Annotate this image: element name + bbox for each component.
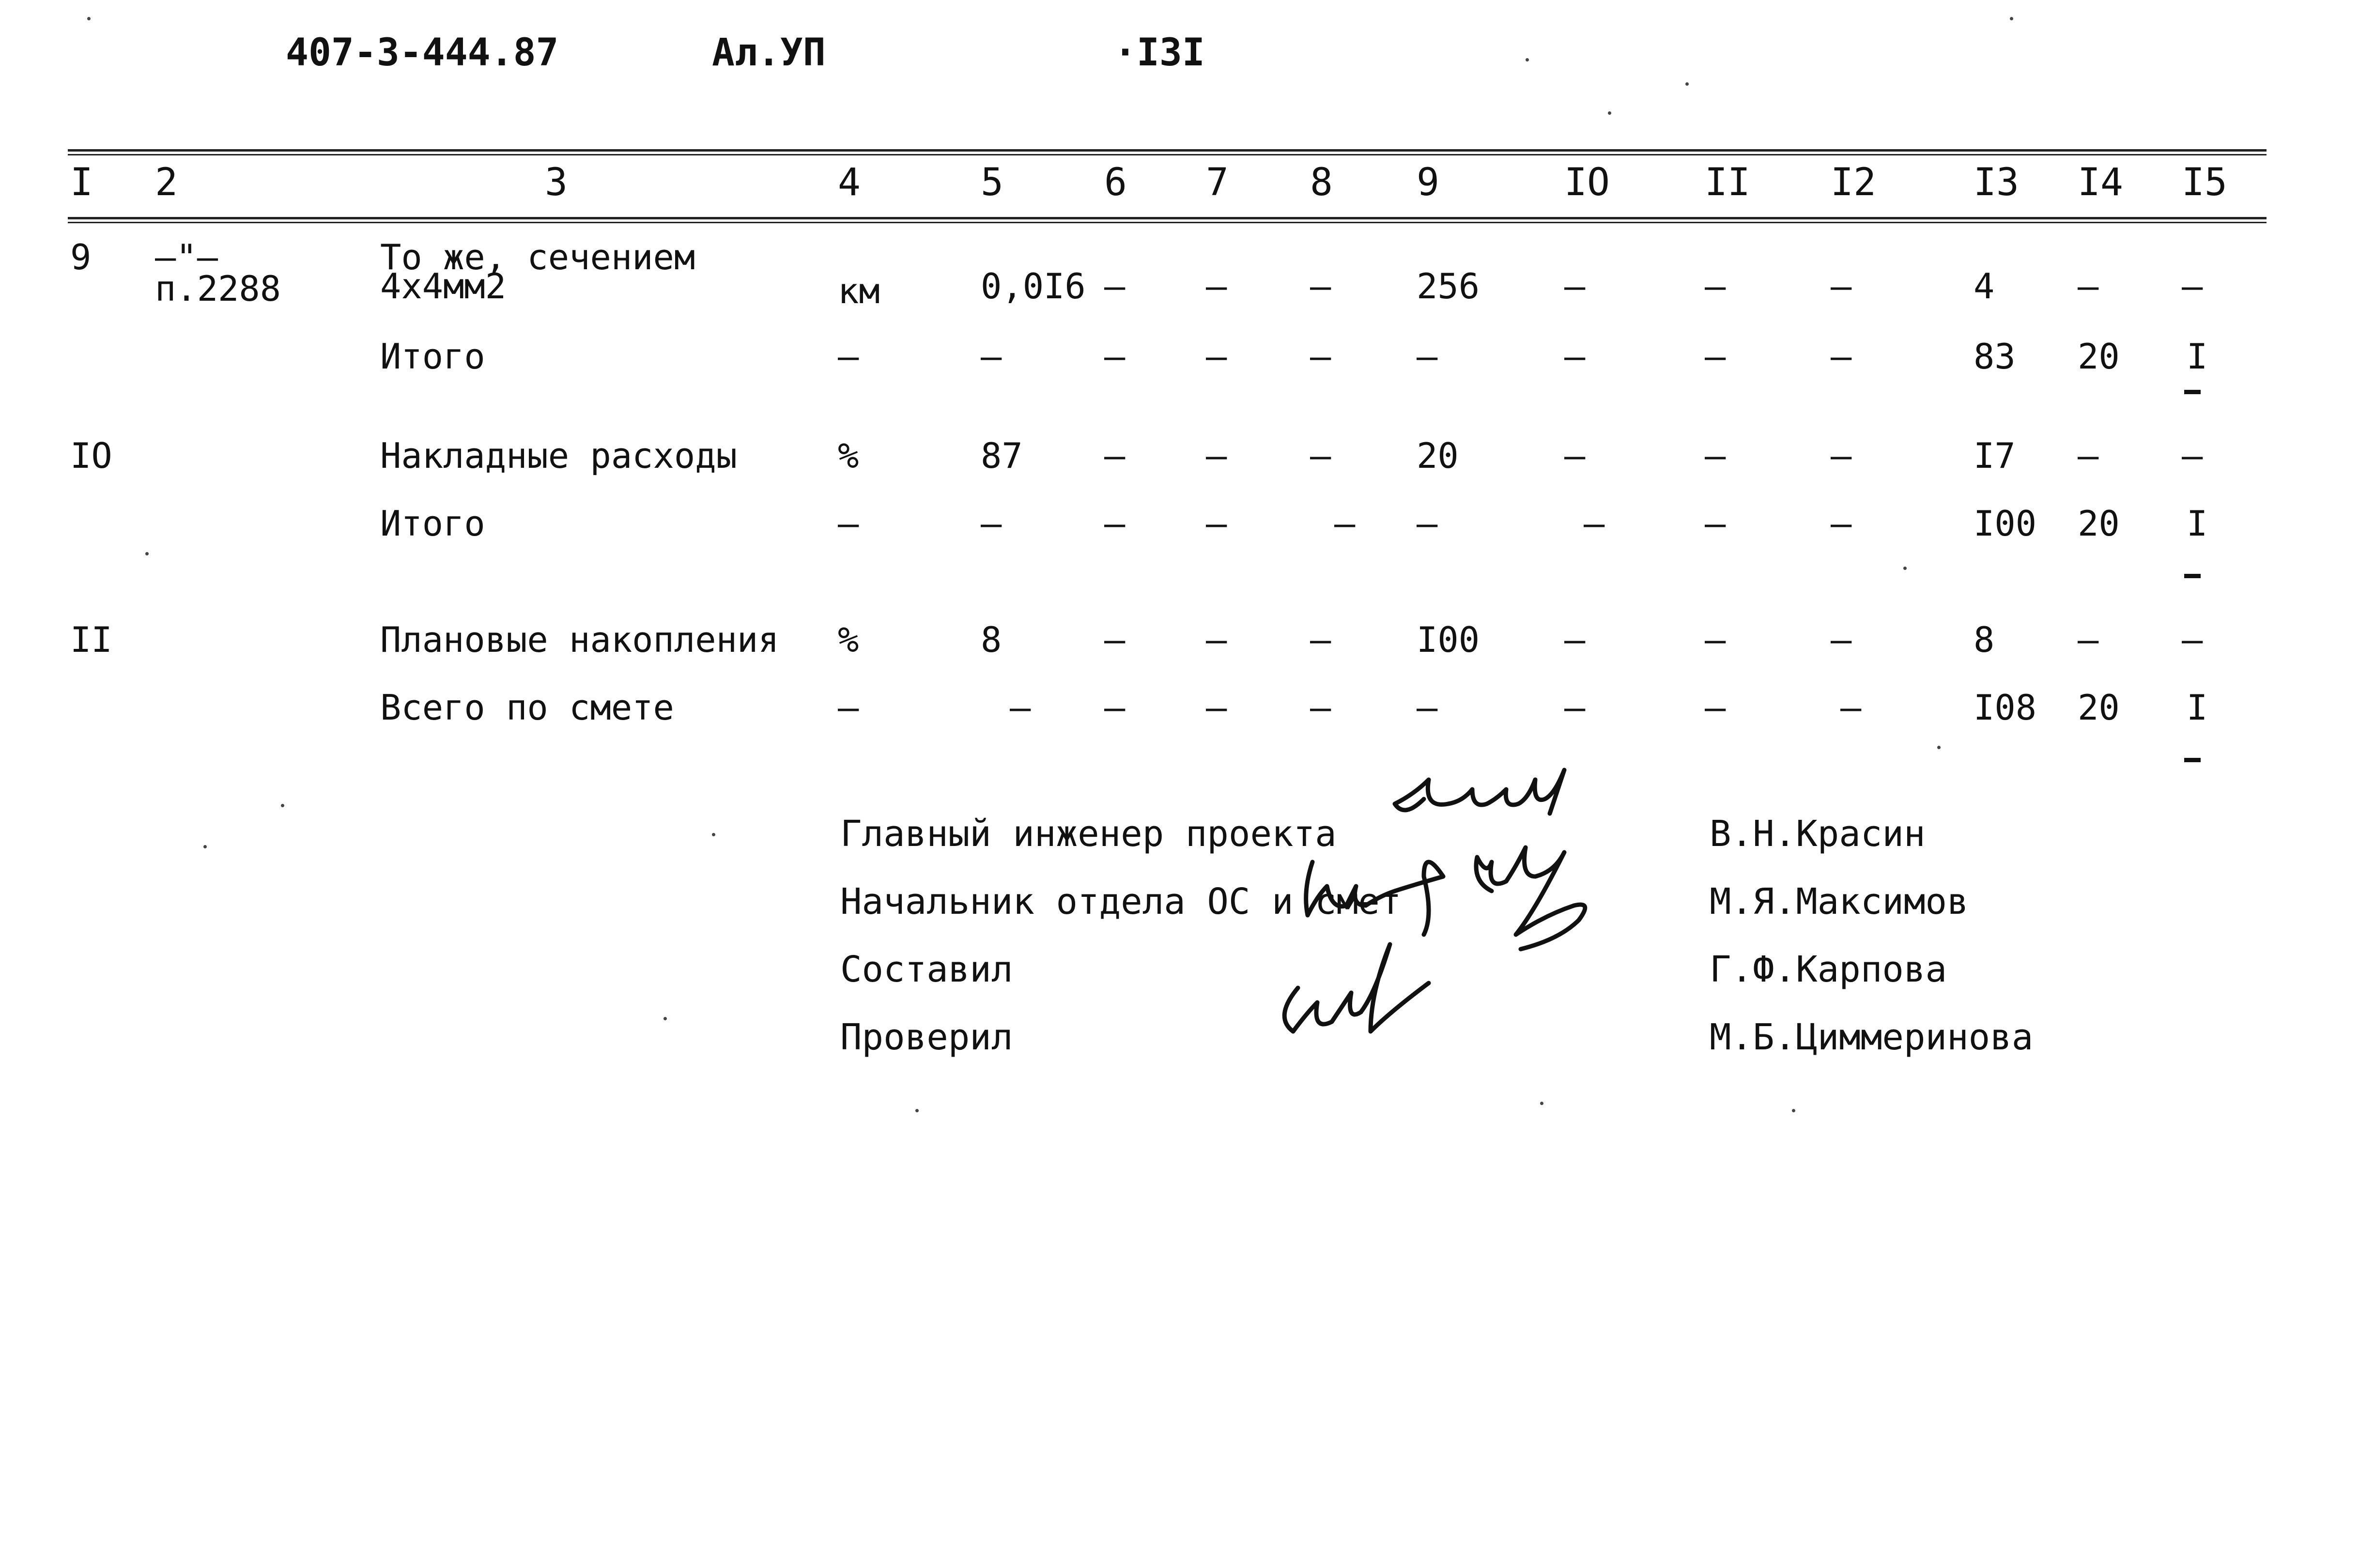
scan-speck	[1608, 111, 1611, 115]
row-col14: 20	[2078, 503, 2120, 544]
row-col6: –	[1104, 619, 1126, 660]
scan-speck	[1685, 82, 1689, 86]
album-number: Ал.УП	[712, 31, 826, 75]
row-col12: –	[1831, 503, 1852, 544]
row-name: Плановые накопления	[380, 619, 779, 660]
row-col12: –	[1840, 687, 1862, 728]
row-col14: 20	[2078, 336, 2120, 377]
row-col8: –	[1310, 619, 1331, 660]
signature-role: Составил	[840, 949, 1013, 990]
row-reference: п.2288	[155, 268, 281, 309]
underline-mark	[2184, 390, 2201, 394]
row-name: То же, сечением	[380, 237, 695, 277]
row-col9: 20	[1417, 435, 1459, 476]
row-col12: –	[1831, 336, 1852, 377]
row-col9: 256	[1417, 266, 1480, 307]
row-name: Итого	[380, 503, 485, 544]
column-header-11: II	[1705, 161, 1750, 204]
row-col15: I	[2187, 503, 2208, 544]
scan-speck	[2010, 17, 2013, 20]
row-unit: %	[838, 619, 859, 660]
signature-department-head	[1476, 847, 1585, 949]
row-col5: –	[1010, 687, 1031, 728]
header-bottom-rule	[68, 217, 2267, 219]
column-header-4: 4	[838, 161, 861, 204]
row-col15: I	[2187, 687, 2208, 728]
row-col8: –	[1334, 503, 1356, 544]
scan-speck	[1792, 1109, 1795, 1112]
row-col6: –	[1104, 503, 1126, 544]
row-unit: км	[838, 271, 880, 311]
row-col11: –	[1705, 336, 1726, 377]
row-col14: –	[2078, 619, 2099, 660]
row-col10: –	[1564, 266, 1586, 307]
row-col8: –	[1310, 435, 1331, 476]
scan-speck	[87, 17, 91, 20]
column-header-15: I5	[2182, 161, 2227, 204]
row-col15: –	[2182, 619, 2203, 660]
row-col13: I00	[1974, 503, 2037, 544]
document-code: 407-3-444.87	[286, 31, 559, 75]
row-col9: –	[1417, 336, 1438, 377]
row-col12: –	[1831, 435, 1852, 476]
underline-mark	[2184, 758, 2201, 762]
row-col6: –	[1104, 687, 1126, 728]
scan-speck	[915, 1109, 919, 1112]
row-col5: 87	[981, 435, 1023, 476]
row-col9: I00	[1417, 619, 1480, 660]
row-number: IO	[70, 435, 112, 476]
row-col11: –	[1705, 435, 1726, 476]
row-col15: –	[2182, 435, 2203, 476]
page-number: ·I3I	[1114, 31, 1205, 75]
row-col6: –	[1104, 266, 1126, 307]
scan-speck	[1526, 58, 1529, 61]
row-col10: –	[1564, 435, 1586, 476]
row-col10: –	[1564, 336, 1586, 377]
row-col7: –	[1206, 619, 1227, 660]
row-col15: I	[2187, 336, 2208, 377]
column-header-10: IO	[1564, 161, 1610, 204]
row-col5: 8	[981, 619, 1002, 660]
table-top-rule	[68, 149, 2267, 152]
row-col7: –	[1206, 266, 1227, 307]
row-col12: –	[1831, 266, 1852, 307]
signature-name: М.Б.Циммеринова	[1710, 1016, 2034, 1058]
column-header-3: 3	[545, 161, 568, 204]
scan-speck	[281, 804, 284, 807]
row-col9: –	[1417, 503, 1438, 544]
row-col7: –	[1206, 435, 1227, 476]
row-col5: –	[981, 336, 1002, 377]
scan-speck	[1937, 746, 1941, 749]
row-unit: –	[838, 503, 859, 544]
column-header-12: I2	[1831, 161, 1876, 204]
row-col11: –	[1705, 266, 1726, 307]
signature-checker	[1284, 944, 1429, 1031]
row-col8: –	[1310, 266, 1331, 307]
row-number: II	[70, 619, 112, 660]
row-col9: –	[1417, 687, 1438, 728]
row-col10: –	[1584, 503, 1605, 544]
signature-compiler	[1306, 862, 1443, 935]
scan-speck	[203, 845, 207, 848]
signature-chief-engineer	[1395, 770, 1564, 814]
scan-speck	[1540, 1102, 1543, 1105]
column-header-6: 6	[1104, 161, 1127, 204]
scan-speck	[712, 833, 715, 836]
signature-name: М.Я.Максимов	[1710, 881, 1969, 922]
row-col12: –	[1831, 619, 1852, 660]
row-number: 9	[70, 237, 92, 277]
scan-speck	[145, 552, 149, 555]
row-col10: –	[1564, 619, 1586, 660]
row-name: Всего по смете	[380, 687, 674, 728]
column-header-7: 7	[1206, 161, 1229, 204]
column-header-2: 2	[155, 161, 178, 204]
row-reference: –"–	[155, 237, 218, 277]
row-unit: –	[838, 336, 859, 377]
column-header-14: I4	[2078, 161, 2123, 204]
row-unit: %	[838, 435, 859, 476]
row-unit: –	[838, 687, 859, 728]
column-header-13: I3	[1974, 161, 2019, 204]
row-col13: I7	[1974, 435, 2016, 476]
underline-mark	[2184, 574, 2201, 578]
row-col6: –	[1104, 336, 1126, 377]
row-col7: –	[1206, 503, 1227, 544]
table-top-rule-2	[68, 154, 2267, 155]
row-col5: 0,0I6	[981, 266, 1086, 307]
row-col8: –	[1310, 687, 1331, 728]
row-col13: 8	[1974, 619, 1995, 660]
row-col11: –	[1705, 503, 1726, 544]
column-header-8: 8	[1310, 161, 1333, 204]
column-header-5: 5	[981, 161, 1003, 204]
row-name: Накладные расходы	[380, 435, 737, 476]
row-col6: –	[1104, 435, 1126, 476]
row-col15: –	[2182, 266, 2203, 307]
row-col14: –	[2078, 266, 2099, 307]
row-name: Итого	[380, 336, 485, 377]
signature-name: Г.Ф.Карпова	[1710, 949, 1947, 990]
column-header-9: 9	[1417, 161, 1439, 204]
row-col14: –	[2078, 435, 2099, 476]
scan-speck	[1903, 567, 1907, 570]
signature-role: Главный инженер проекта	[840, 813, 1337, 855]
row-name: 4х4мм2	[380, 266, 507, 307]
row-col7: –	[1206, 687, 1227, 728]
header-bottom-rule-2	[68, 222, 2267, 223]
row-col5: –	[981, 503, 1002, 544]
row-col13: I08	[1974, 687, 2037, 728]
row-col11: –	[1705, 687, 1726, 728]
signature-name: В.Н.Красин	[1710, 813, 1926, 855]
row-col7: –	[1206, 336, 1227, 377]
scan-speck	[663, 1017, 667, 1020]
row-col14: 20	[2078, 687, 2120, 728]
signature-role: Начальник отдела ОС и смет	[840, 881, 1402, 922]
signature-role: Проверил	[840, 1016, 1013, 1058]
row-col13: 4	[1974, 266, 1995, 307]
row-col10: –	[1564, 687, 1586, 728]
handwritten-signatures	[1240, 765, 1676, 1094]
column-header-1: I	[70, 161, 93, 204]
row-col8: –	[1310, 336, 1331, 377]
row-col13: 83	[1974, 336, 2016, 377]
row-col11: –	[1705, 619, 1726, 660]
